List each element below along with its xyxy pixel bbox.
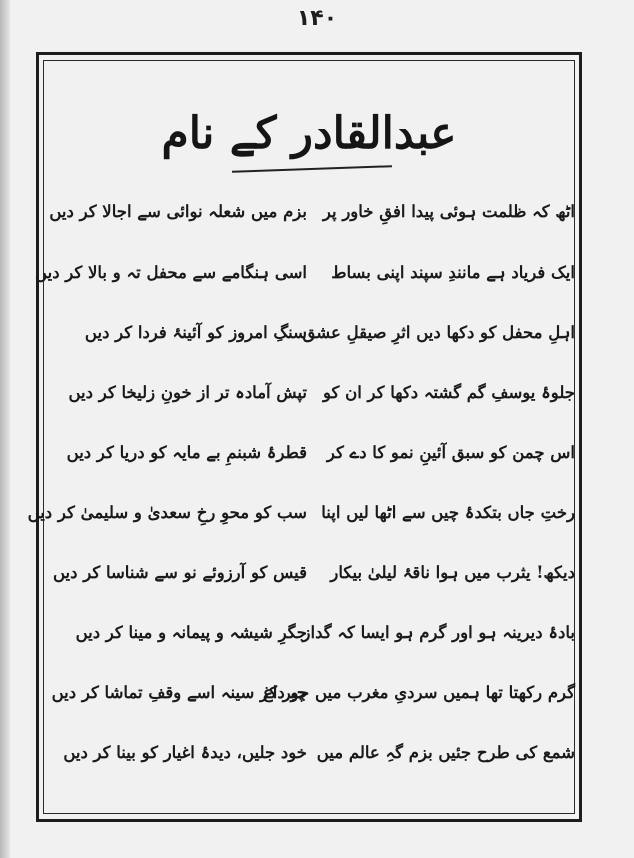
verse-first-hemistich: اس چمن کو سبق آئینِ نمو کا دے کر <box>326 443 575 462</box>
verse-second-hemistich: تپش آمادہ تر از خونِ زلیخا کر دیں <box>68 383 307 402</box>
verse-second-hemistich: بزم میں شعلہ نوائی سے اجالا کر دیں <box>49 202 307 221</box>
verse-second-hemistich: سب کو محوِ رخِ سعدیٰ و سلیمیٰ کر دیں <box>27 503 307 522</box>
verse <box>55 743 575 787</box>
verse-first-hemistich: دیکھ! یثرب میں ہوا ناقۂ لیلیٰ بیکار <box>330 563 575 582</box>
verse <box>55 623 575 667</box>
verse <box>55 323 575 367</box>
verse <box>27 503 575 547</box>
verse <box>55 443 575 487</box>
verse-first-hemistich: گرم رکھتا تھا ہمیں سردیِ مغرب میں جو داغ <box>262 683 575 702</box>
verse-first-hemistich: اٹھ کہ ظلمت ہوئی پیدا افقِ خاور پر <box>322 202 575 221</box>
verse-second-hemistich: قطرۂ شبنمِ بے مایہ کو دریا کر دیں <box>66 443 307 462</box>
poem-title: عبدالقادر کے نام <box>161 108 457 159</box>
verse-second-hemistich: جگرِ شیشہ و پیمانہ و مینا کر دیں <box>75 623 307 642</box>
verse-second-hemistich: خود جلیں، دیدۂ اغیار کو بینا کر دیں <box>63 743 307 762</box>
page-binding-shadow <box>0 0 10 858</box>
verse-first-hemistich: اہلِ محفل کو دکھا دیں اثرِ صیقلِ عشق <box>302 323 575 342</box>
verse-first-hemistich: جلوۂ یوسفِ گم گشتہ دکھا کر ان کو <box>322 383 575 402</box>
verse-first-hemistich: بادۂ دیرینہ ہو اور گرم ہو ایسا کہ گداز <box>302 623 575 642</box>
verse-second-hemistich: اسی ہنگامے سے محفل تہ و بالا کر دیں <box>35 263 307 282</box>
page-number: ۱۴۰ <box>296 6 338 31</box>
verse-first-hemistich: ایک فریاد ہے مانندِ سپند اپنی بساط <box>331 263 575 282</box>
verse <box>55 383 575 427</box>
verse <box>49 202 575 246</box>
verse-first-hemistich: شمع کی طرح جئیں بزم گہِ عالم میں <box>316 743 575 762</box>
verse <box>55 563 575 607</box>
verse <box>51 683 575 727</box>
verse-second-hemistich: چیر کر سینہ اسے وقفِ تماشا کر دیں <box>51 683 307 702</box>
verse <box>35 263 575 307</box>
verse-second-hemistich: قیس کو آرزوئے نو سے شناسا کر دیں <box>53 563 307 582</box>
verse-second-hemistich: سنگِ امروز کو آئینۂ فردا کر دیں <box>84 323 307 342</box>
verse-first-hemistich: رختِ جاں بتکدۂ چیں سے اٹھا لیں اپنا <box>321 503 575 522</box>
